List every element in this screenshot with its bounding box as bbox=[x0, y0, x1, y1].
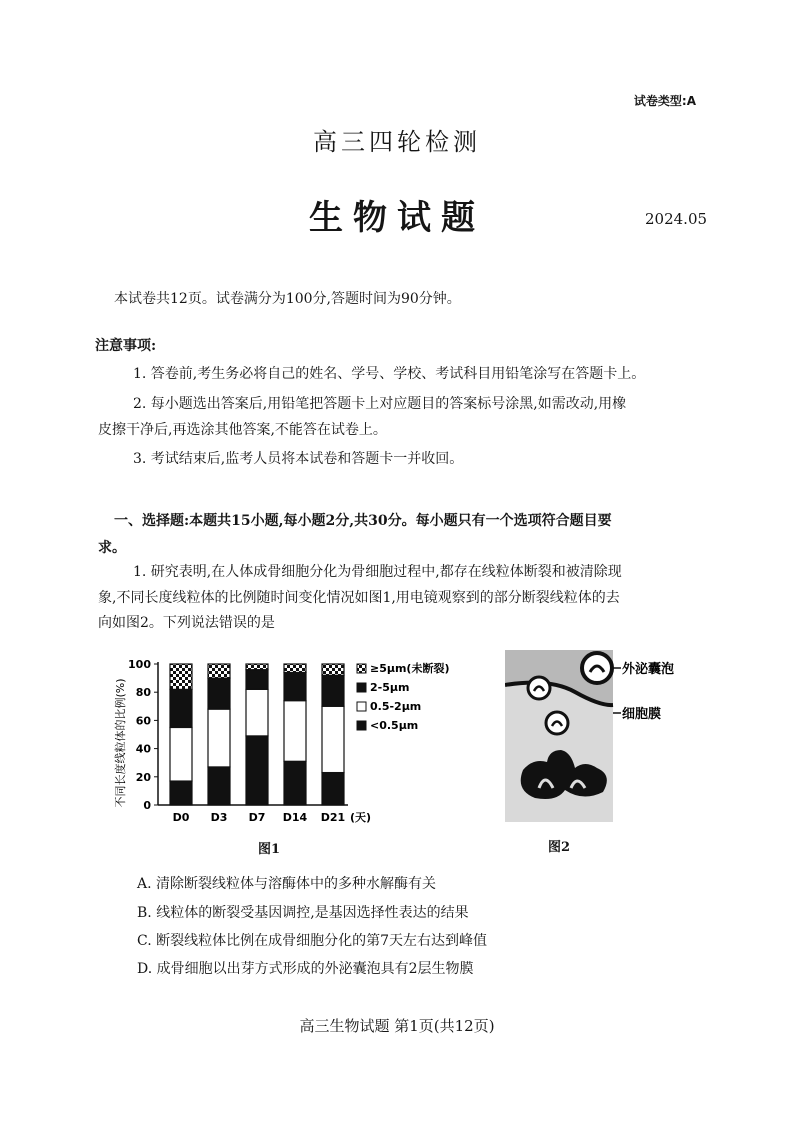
section-heading-cont: 求。 bbox=[98, 540, 126, 556]
figure1-chart bbox=[110, 650, 490, 835]
bar-segment-d21-s2 bbox=[322, 675, 344, 706]
legend-label: ≥5μm(未断裂) bbox=[370, 662, 450, 675]
bar-segment-d3-s0 bbox=[208, 767, 230, 805]
bar-segment-d14-s3 bbox=[284, 664, 306, 672]
bar-segment-d14-s0 bbox=[284, 761, 306, 805]
section-heading: 一、选择题:本题共15小题,每小题2分,共30分。每小题只有一个选项符合题目要 bbox=[114, 513, 612, 529]
bar-segment-d0-s2 bbox=[170, 689, 192, 727]
y-tick-label: 100 bbox=[128, 658, 151, 671]
bar-segment-d0-s0 bbox=[170, 781, 192, 805]
x-tick-label: D7 bbox=[248, 811, 266, 824]
y-tick-label: 60 bbox=[135, 714, 151, 728]
figure1-caption: 图1 bbox=[258, 842, 281, 857]
bar-segment-d3-s2 bbox=[208, 678, 230, 709]
x-tick-label: D21 bbox=[320, 811, 346, 824]
option-c: C. 断裂线粒体比例在成骨细胞分化的第7天左右达到峰值 bbox=[137, 933, 488, 949]
exam-title: 高三四轮检测 bbox=[313, 128, 481, 156]
bar-segment-d0-s3 bbox=[170, 664, 192, 689]
notice-item-1: 1. 答卷前,考生务必将自己的姓名、学号、学校、考试科目用铅笔涂写在答题卡上。 bbox=[133, 366, 646, 382]
bar-segment-d21-s0 bbox=[322, 773, 344, 805]
bar-segment-d14-s2 bbox=[284, 672, 306, 700]
bar-segment-d21-s1 bbox=[322, 706, 344, 772]
notice-heading: 注意事项: bbox=[95, 338, 157, 354]
y-tick-label: 80 bbox=[135, 686, 151, 700]
question-line-1: 1. 研究表明,在人体成骨细胞分化为骨细胞过程中,都存在线粒体断裂和被清除现 bbox=[133, 564, 622, 580]
x-axis-unit: (天) bbox=[350, 811, 372, 824]
notice-item-2: 2. 每小题选出答案后,用铅笔把答题卡上对应题目的答案标号涂黑,如需改动,用橡 bbox=[133, 396, 627, 412]
exam-date: 2024.05 bbox=[645, 210, 708, 228]
membrane-label: 细胞膜 bbox=[622, 707, 662, 722]
x-tick-label: D3 bbox=[210, 811, 228, 824]
free-vesicle bbox=[546, 712, 568, 734]
bar-segment-d3-s1 bbox=[208, 709, 230, 767]
y-axis-label: 不同长度线粒体的比例(%) bbox=[114, 678, 127, 808]
bar-segment-d7-s1 bbox=[246, 689, 268, 736]
figure2-illustration bbox=[505, 650, 715, 825]
notice-item-3: 3. 考试结束后,监考人员将本试卷和答题卡一并收回。 bbox=[133, 451, 464, 467]
subject-title: 生物试题 bbox=[309, 198, 485, 238]
legend-label: <0.5μm bbox=[370, 719, 419, 732]
question-line-3: 向如图2。下列说法错误的是 bbox=[98, 615, 275, 631]
budding-vesicle bbox=[528, 677, 550, 699]
y-tick-label: 40 bbox=[135, 742, 151, 756]
option-b: B. 线粒体的断裂受基因调控,是基因选择性表达的结果 bbox=[137, 905, 469, 921]
bar-segment-d0-s1 bbox=[170, 727, 192, 781]
bar-segment-d7-s0 bbox=[246, 736, 268, 805]
bar-segment-d7-s2 bbox=[246, 670, 268, 690]
legend-swatch bbox=[357, 721, 366, 730]
figure2-caption: 图2 bbox=[548, 840, 571, 855]
legend-swatch bbox=[357, 683, 366, 692]
page-footer: 高三生物试题 第1页(共12页) bbox=[299, 1017, 495, 1035]
notice-item-2-cont: 皮擦干净后,再选涂其他答案,不能答在试卷上。 bbox=[98, 422, 387, 438]
x-tick-label: D0 bbox=[172, 811, 190, 824]
x-tick-label: D14 bbox=[282, 811, 308, 824]
option-a: A. 清除断裂线粒体与溶酶体中的多种水解酶有关 bbox=[137, 876, 437, 892]
intro-text: 本试卷共12页。试卷满分为100分,答题时间为90分钟。 bbox=[114, 291, 461, 307]
bar-segment-d14-s1 bbox=[284, 701, 306, 762]
bar-segment-d7-s3 bbox=[246, 664, 268, 670]
legend-label: 2-5μm bbox=[370, 681, 410, 694]
legend-swatch bbox=[357, 664, 366, 673]
exosome-vesicle bbox=[582, 653, 612, 683]
question-line-2: 象,不同长度线粒体的比例随时间变化情况如图1,用电镜观察到的部分断裂线粒体的去 bbox=[98, 590, 620, 606]
legend-swatch bbox=[357, 702, 366, 711]
legend-label: 0.5-2μm bbox=[370, 700, 422, 713]
paper-type-label: 试卷类型:A bbox=[633, 94, 696, 108]
vesicle-label: 外泌囊泡 bbox=[622, 662, 675, 677]
y-tick-label: 0 bbox=[143, 799, 151, 812]
option-d: D. 成骨细胞以出芽方式形成的外泌囊泡具有2层生物膜 bbox=[137, 961, 474, 977]
y-tick-label: 20 bbox=[135, 770, 151, 784]
bar-segment-d3-s3 bbox=[208, 664, 230, 678]
bar-segment-d21-s3 bbox=[322, 664, 344, 675]
